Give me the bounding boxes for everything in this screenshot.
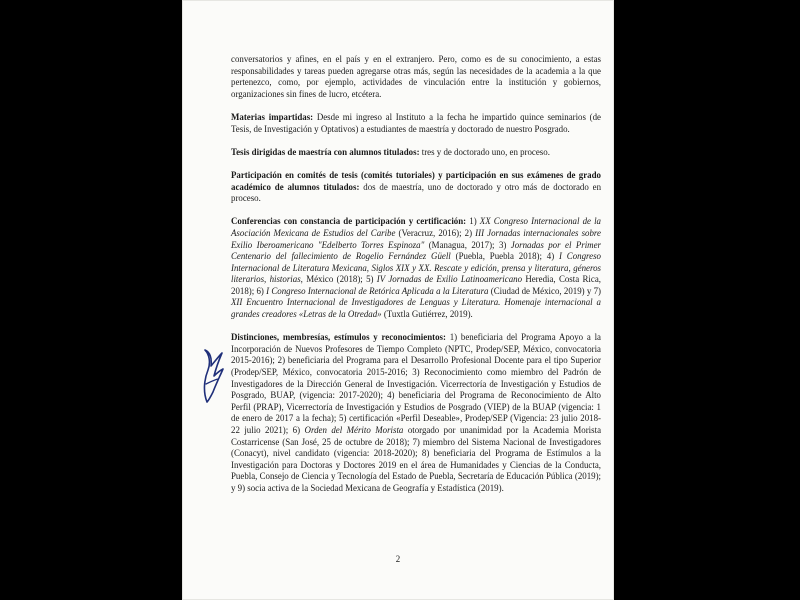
paragraph-text: tres y de doctorado uno, en proceso. <box>419 146 550 157</box>
paragraph-text: (Tuxtla Gutiérrez, 2019). <box>381 309 473 320</box>
conference-title: XX Congreso Internacional de la Asociación Mexicana de Estudios del Caribe <box>231 216 601 238</box>
paragraph-distinciones <box>231 332 601 494</box>
paragraph-text: Desde mi ingreso al Instituto a la fecha he impartido quince seminarios (de Tesis, de Investigación y Optativos) a estudiantes de maestría y doctorado de nuestro Posgrado. <box>231 111 601 134</box>
paragraph-text: (Puebla, Puebla 2018); 4) <box>450 251 560 262</box>
paragraph-text: , México (2018); 5) <box>300 274 377 285</box>
section-label-conferencias: Conferencias con constancia de participación y certificación: <box>231 216 467 227</box>
paragraph-tesis <box>231 147 601 159</box>
paragraph-activities <box>231 54 601 100</box>
conference-title: IV Jornadas de Exilio Latinoamericano <box>376 274 523 285</box>
conference-title: III Jornadas internacionales sobre Exilio Iberoamericano "Edelberto Torres Espinoza" <box>231 227 601 250</box>
paragraph-text: (Ciudad de México, 2019) y 7) <box>488 285 601 296</box>
paragraph-conferencias <box>231 216 601 320</box>
paragraph-comites <box>231 170 601 205</box>
conference-title: I Congreso Internacional de Retórica Aplicada a la Literatura <box>266 285 489 296</box>
paragraph-materias <box>231 112 601 135</box>
distinction-title: Orden del Mérito Morista <box>304 425 404 435</box>
paragraph-text: (Veracruz, 2016); 2) <box>395 227 476 238</box>
section-label-comites: Participación en comités de tesis (comités tutoriales) y participación en sus exámenes de grado académico de alumnos titulados: <box>231 169 601 192</box>
document-page <box>182 0 614 600</box>
paragraph-text: (Managua, 2017); 3) <box>424 239 511 250</box>
paragraph-text: conversatorios y afines, en el país y en el extranjero. Pero, como es de su conocimiento, a estas responsabilidades y tareas pueden agregarse otras más, según las necesidades de la academia a la que pertenezco, como, por ejemplo, actividades de vinculación entre la institución y gobiernos, organizaciones sin fines de lucro, etcétera. <box>231 54 601 99</box>
paragraph-text: dos de maestría, uno de doctorado y otro más de doctorado en proceso. <box>231 181 602 204</box>
paragraph-text: 1) <box>466 216 480 227</box>
paragraph-text: 1) beneficiaria del Programa Apoyo a la Incorporación de Nuevos Profesores de Tiempo Completo (NPTC, Prodep/SEP, México, convocatoria 2015-2016); 2) beneficiaria del Programa para el Desarrollo Profesional Docente para el tipo Superior (Prodep/SEP, México, convocatoria 2015-2016; 3) Reconocimiento como miembro del Padrón de Investigadores de la Dirección General de Investigación. Vicerrectoría de Investigación y Estudios de Posgrado, BUAP, (vigencia: 2017-2020); 4) beneficiaria del Programa de Reconocimiento de Alto Perfil (PRAP), Vicerrectoría de Investigación y Estudios de Posgrado (VIEP) de la BUAP (vigencia: 1 de enero de 2017 a la fecha); 5) certificación «Perfil Deseable», Prodep/SEP (Vigencia: 23 julio 2018-22 julio 2021); 6) <box>231 332 601 435</box>
handwritten-signature-icon <box>200 344 226 406</box>
conference-title: XII Encuentro Internacional de Investigadores de Lenguas y Literatura. Homenaje internacional a grandes creadores «Letras de la Otredad» <box>231 297 601 320</box>
conference-title: I Congreso Internacional de Literatura Mexicana, Siglos XIX y XX. Rescate y edición, prensa y literatura, géneros literarios, historias <box>231 251 601 285</box>
conference-title: Jornadas por el Primer Centenario del fallecimiento de Rogelio Fernández Güell <box>231 239 601 262</box>
section-label-tesis: Tesis dirigidas de maestría con alumnos titulados: <box>231 146 420 157</box>
section-label-distinciones: Distinciones, membresías, estímulos y reconocimientos: <box>231 332 446 343</box>
document-body <box>231 54 601 506</box>
paragraph-text: otorgado por unanimidad por la Academia Morista Costarricense (San José, 25 de octubre de 2018); 7) miembro del Sistema Nacional de Investigadores (Conacyt), nivel candidato (vigencia: 2018-2020); 8) beneficiaria del Programa de Estímulos a la Investigación para Doctoras y Doctores 2019 en el área de Humanidades y Ciencias de la Conducta, Puebla, Consejo de Ciencia y Tecnología del Estado de Puebla, Secretaría de Educación Pública (2019); y 9) socia activa de la Sociedad Mexicana de Geografía y Estadística (2019). <box>231 425 602 493</box>
page-number: 2 <box>395 554 401 564</box>
paragraph-text: Heredia, Costa Rica, 2018); 6) <box>231 274 601 296</box>
section-label-materias: Materias impartidas: <box>231 111 314 122</box>
